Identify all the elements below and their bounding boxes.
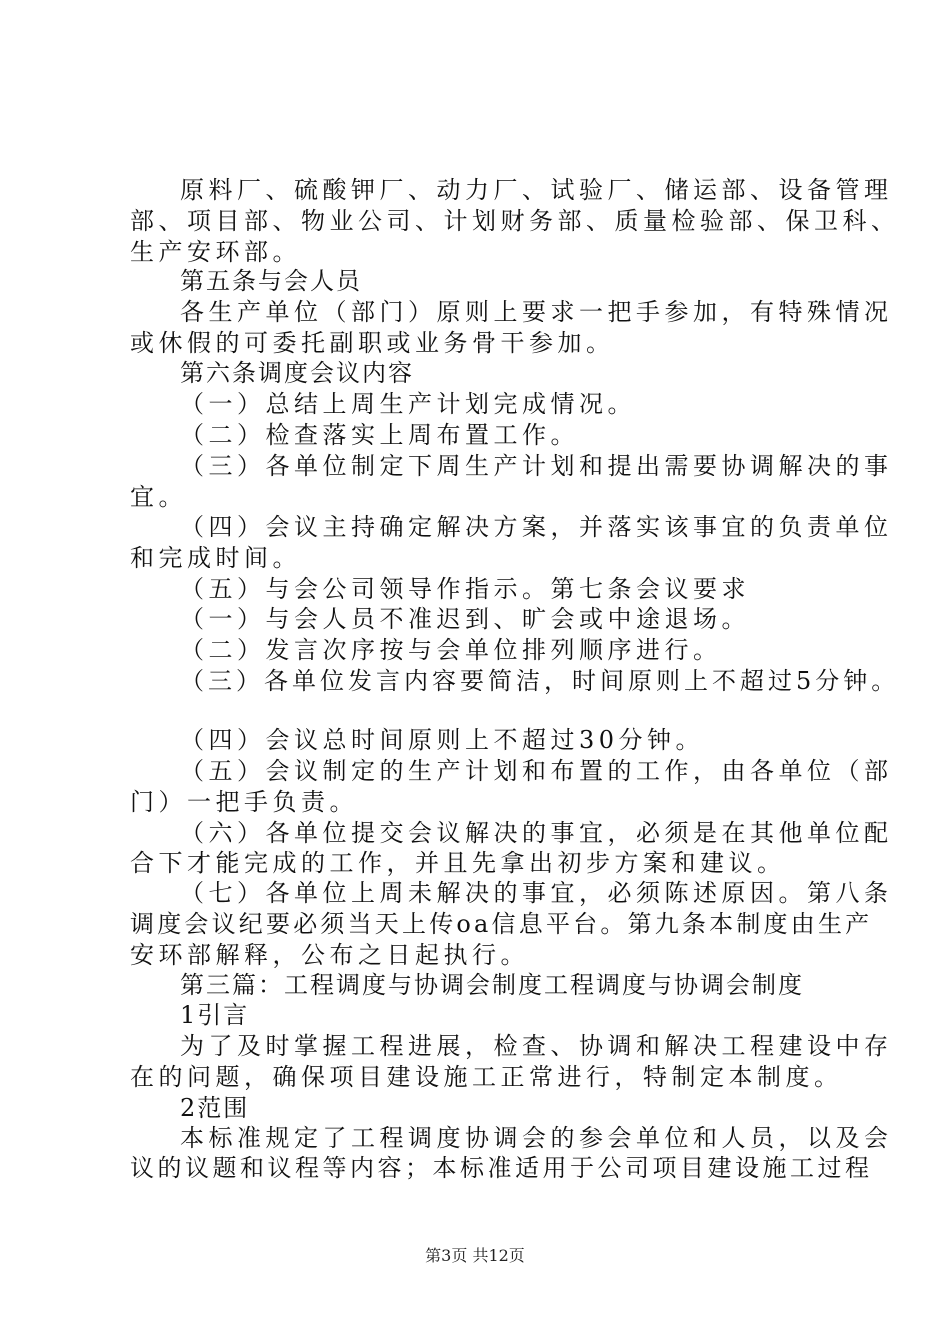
- text-line: 为了及时掌握工程进展，检查、协调和解决工程建设中存: [180, 1032, 893, 1060]
- section-heading: 第六条调度会议内容: [180, 359, 414, 387]
- text-line: 议的议题和议程等内容；本标准适用于公司项目建设施工过程: [130, 1154, 873, 1182]
- text-line: 各生产单位（部门）原则上要求一把手参加，有特殊情况: [180, 298, 893, 326]
- text-line: （二）发言次序按与会单位排列顺序进行。: [180, 636, 722, 664]
- text-line: 调度会议纪要必须当天上传oa信息平台。第九条本制度由生产: [130, 910, 873, 938]
- text-line: （六）各单位提交会议解决的事宜，必须是在其他单位配: [180, 819, 893, 847]
- text-line: （七）各单位上周未解决的事宜，必须陈述原因。第八条: [180, 879, 893, 907]
- text-line: （三）各单位发言内容要简洁，时间原则上不超过5分钟。: [180, 667, 900, 695]
- text-line: （三）各单位制定下周生产计划和提出需要协调解决的事: [180, 452, 893, 480]
- text-line: 本标准规定了工程调度协调会的参会单位和人员，以及会: [180, 1124, 893, 1152]
- text-line: （一）与会人员不准迟到、旷会或中途退场。: [180, 605, 750, 633]
- text-line: 或休假的可委托副职或业务骨干参加。: [130, 329, 615, 357]
- section-heading: 第三篇：工程调度与协调会制度工程调度与协调会制度: [180, 971, 804, 999]
- text-line: （一）总结上周生产计划完成情况。: [180, 390, 636, 418]
- text-line: （五）与会公司领导作指示。第七条会议要求: [180, 575, 750, 603]
- text-line: 门）一把手负责。: [130, 788, 358, 816]
- text-line: 部、项目部、物业公司、计划财务部、质量检验部、保卫科、: [130, 207, 900, 235]
- section-heading: 2范围: [180, 1094, 250, 1122]
- text-line: 原料厂、硫酸钾厂、动力厂、试验厂、储运部、设备管理: [180, 176, 893, 204]
- page-number-footer: 第3页 共12页: [425, 1246, 525, 1265]
- section-heading: 1引言: [180, 1001, 250, 1029]
- section-heading: 第五条与会人员: [180, 267, 362, 295]
- text-line: （二）检查落实上周布置工作。: [180, 421, 579, 449]
- text-line: 安环部解释，公布之日起执行。: [130, 941, 529, 969]
- text-line: 和完成时间。: [130, 544, 301, 572]
- text-line: 宜。: [130, 483, 187, 511]
- text-line: 在的问题，确保项目建设施工正常进行，特制定本制度。: [130, 1063, 843, 1091]
- text-line: （四）会议主持确定解决方案，并落实该事宜的负责单位: [180, 513, 893, 541]
- text-line: 合下才能完成的工作，并且先拿出初步方案和建议。: [130, 849, 786, 877]
- text-line: 生产安环部。: [130, 238, 301, 266]
- text-line: （五）会议制定的生产计划和布置的工作，由各单位（部: [180, 757, 893, 785]
- text-line: （四）会议总时间原则上不超过30分钟。: [180, 726, 705, 754]
